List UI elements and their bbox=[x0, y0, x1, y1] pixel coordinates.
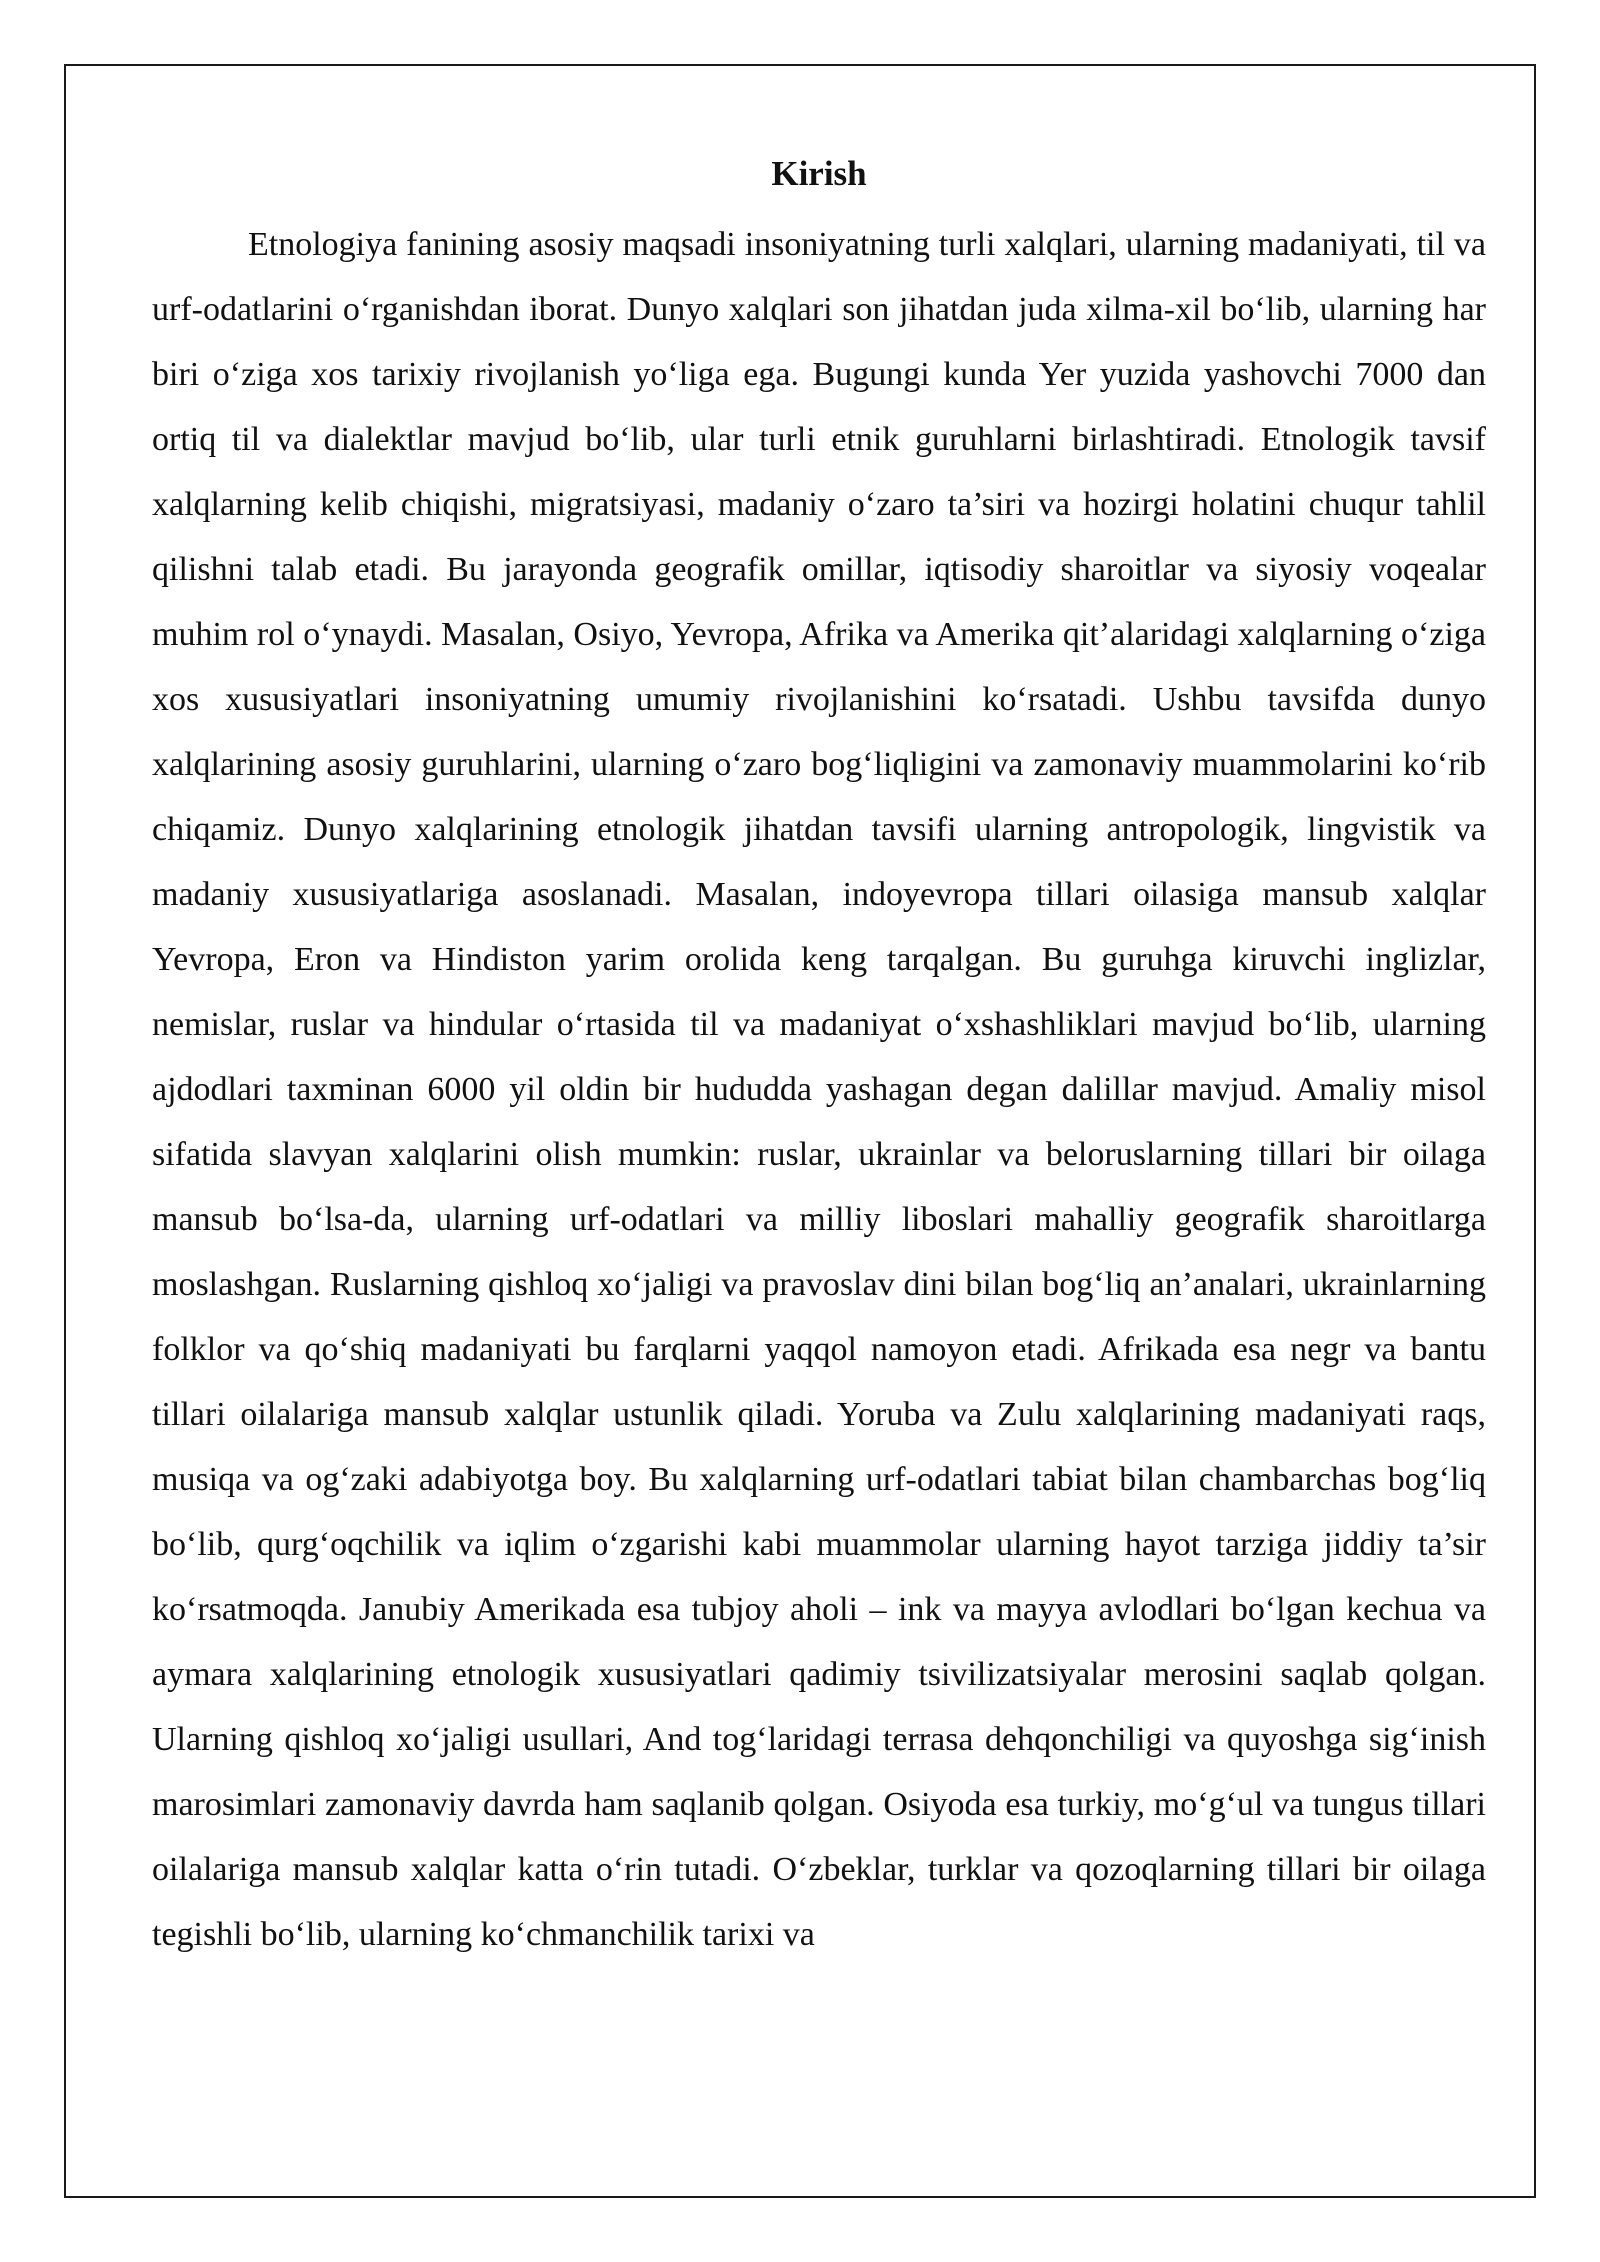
document-body bbox=[152, 148, 1486, 1967]
document-title: Kirish bbox=[771, 154, 867, 193]
body-paragraph: Etnologiya fanining asosiy maqsadi insoniyatning turli xalqlari, ularning madaniyati, til va urf-odatlarini o‘rganishdan iborat. Dunyo xalqlari son jihatdan juda xilma-xil bo‘lib, ularning har biri o‘ziga xos tarixiy rivojlanish yo‘liga ega. Bugungi kunda Yer yuzida yashovchi 7000 dan ortiq til va dialektlar mavjud bo‘lib, ular turli etnik guruhlarni birlashtiradi. Etnologik tavsif xalqlarning kelib chiqishi, migratsiyasi, madaniy o‘zaro ta’siri va hozirgi holatini chuqur tahlil qilishni talab etadi. Bu jarayonda geografik omillar, iqtisodiy sharoitlar va siyosiy voqealar muhim rol o‘ynaydi. Masalan, Osiyo, Yevropa, Afrika va Amerika qit’alaridagi xalqlarning o‘ziga xos xususiyatlari insoniyatning umumiy rivojlanishini ko‘rsatadi. Ushbu tavsifda dunyo xalqlarining asosiy guruhlarini, ularning o‘zaro bog‘liqligini va zamonaviy muammolarini ko‘rib chiqamiz. Dunyo xalqlarining etnologik jihatdan tavsifi ularning antropologik, lingvistik va madaniy xususiyatlariga asoslanadi. Masalan, indoyevropa tillari oilasiga mansub xalqlar Yevropa, Eron va Hindiston yarim orolida keng tarqalgan. Bu guruhga kiruvchi inglizlar, nemislar, ruslar va hindular o‘rtasida til va madaniyat o‘xshashliklari mavjud bo‘lib, ularning ajdodlari taxminan 6000 yil oldin bir hududda yashagan degan dalillar mavjud. Amaliy misol sifatida slavyan xalqlarini olish mumkin: ruslar, ukrainlar va beloruslarning tillari bir oilaga mansub bo‘lsa-da, ularning urf-odatlari va milliy liboslari mahalliy geografik sharoitlarga moslashgan. Ruslarning qishloq xo‘jaligi va pravoslav dini bilan bog‘liq an’analari, ukrainlarning folklor va qo‘shiq madaniyati bu farqlarni yaqqol namoyon etadi. Afrikada esa negr va bantu tillari oilalariga mansub xalqlar ustunlik qiladi. Yoruba va Zulu xalqlarining madaniyati raqs, musiqa va og‘zaki adabiyotga boy. Bu xalqlarning urf-odatlari tabiat bilan chambarchas bog‘liq bo‘lib, qurg‘oqchilik va iqlim o‘zgarishi kabi muammolar ularning hayot tarziga jiddiy ta’sir ko‘rsatmoqda. Janubiy Amerikada esa tubjoy aholi – ink va mayya avlodlari bo‘lgan kechua va aymara xalqlarining etnologik xususiyatlari qadimiy tsivilizatsiyalar merosini saqlab qolgan. Ularning qishloq xo‘jaligi usullari, And tog‘laridagi terrasa dehqonchiligi va quyoshga sig‘inish marosimlari zamonaviy davrda ham saqlanib qolgan. Osiyoda esa turkiy, mo‘g‘ul va tungus tillari oilalariga mansub xalqlar katta o‘rin tutadi. O‘zbeklar, turklar va qozoqlarning tillari bir oilaga tegishli bo‘lib, ularning ko‘chmanchilik tarixi va bbox=[152, 226, 1486, 1953]
